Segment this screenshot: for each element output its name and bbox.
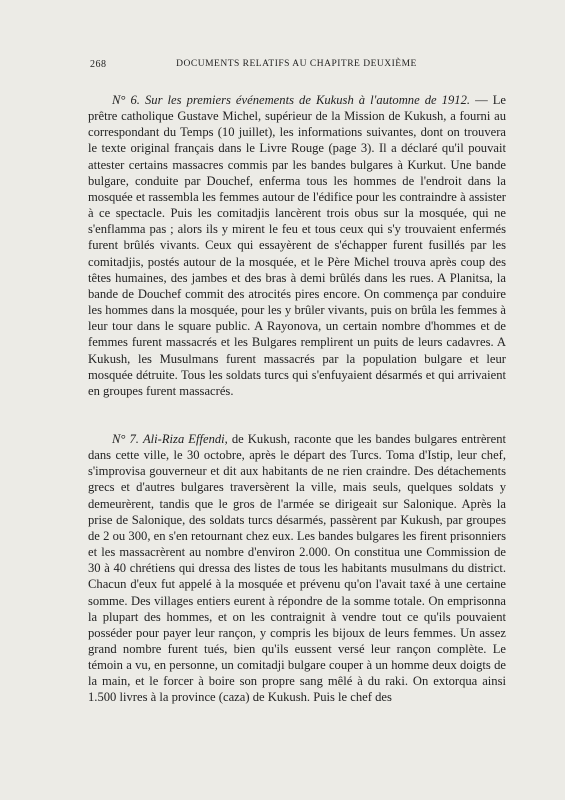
section-text: — Le prêtre catholique Gustave Michel, supérieur de la Mission de Kukush, a fourni au correspondant du Temps (10 juillet), les informations suivantes, dont on trouvera le texte original français dans le Livre Rouge (page 3). Il a déclaré qu'il pouvait attester certains massacres commis par les bandes bulgares à Kurkut. Une bande bulgare, conduite par Douchef, enferma tous les hommes de l'endroit dans la mosquée et rassembla les femmes autour de l'édifice pour les contraindre à assister à ce spectacle. Puis les comitadjis lancèrent trois obus sur la mosquée, qui ne s'enflamma pas ; alors ils y mirent le feu et tous ceux qui s'y trouvaient enfermés furent brûlés vivants. Ceux qui essayèrent de s'échapper furent fusillés par les comitadjis, postés autour de la mosquée, et le Père Michel trouva après coup des têtes humaines, des jambes et des bras à demi brûlés dans les rues. A Planitsa, la bande de Douchef commit des atrocités pires encore. On commença par conduire les hommes dans la mosquée, pour les y brûler vivants, puis on brûla les femmes à leur tour dans le square public. A Rayonova, un certain nombre d'hommes et de femmes furent massacrés et les Bulgares remplirent un puits de leurs cadavres. A Kukush, les Musulmans furent massacrés par la population bulgare et leur mosquée détruite. Tous les soldats turcs qui s'enfuyaient désarmés et qui arrivaient en groupes furent massacrés.	[88, 93, 506, 398]
page-body	[88, 92, 506, 706]
section-text: de Kukush, raconte que les bandes bulgares entrèrent dans cette ville, le 30 octobre, après le départ des Turcs. Toma d'Istip, leur chef, s'improvisa gouverneur et dit aux habitants de ne rien craindre. Des détachements grecs et d'autres bulgares traversèrent la ville, mais seuls, quelques soldats y demeurèrent, tandis que le gros de l'armée se dirigeait sur Salonique. Après la prise de Salonique, des soldats turcs désarmés, passèrent par Kukush, par groupes de 2 ou 300, en s'en retournant chez eux. Les bandes bulgares les firent prisonniers et les massacrèrent au nombre d'environ 2.000. On constitua une Commission de 30 à 40 chrétiens qui dressa des listes de tous les habitants musulmans du district. Chacun d'eux fut appelé à la mosquée et prévenu qu'on l'avait taxé à une certaine somme. Des villages entiers eurent à répondre de la somme totale. On emprisonna la plupart des hommes, et on les contraignit à vendre tout ce qu'ils pouvaient posséder pour payer leur rançon, y compris les bijoux de leurs femmes. Un assez grand nombre furent tués, bien qu'ils eussent versé leur rançon complète. Le témoin a vu, en personne, un comitadji bulgare couper à un homme deux doigts de la main, et le forcer à boire son propre sang mêlé à du raki. On extorqua ainsi 1.500 livres à la province (caza) de Kukush. Puis le chef des	[88, 431, 506, 705]
page-number: 268	[90, 59, 107, 70]
section-number: N° 7.	[112, 431, 139, 446]
section-title: Ali-Riza Effendi,	[142, 431, 228, 446]
section-7	[88, 431, 506, 706]
running-title: DOCUMENTS RELATIFS AU CHAPITRE DEUXIÈME	[176, 59, 417, 69]
section-number: N° 6.	[112, 93, 140, 107]
section-6	[88, 92, 506, 399]
section-title: Sur les premiers événements de Kukush à l'automne de 1912.	[145, 93, 471, 107]
